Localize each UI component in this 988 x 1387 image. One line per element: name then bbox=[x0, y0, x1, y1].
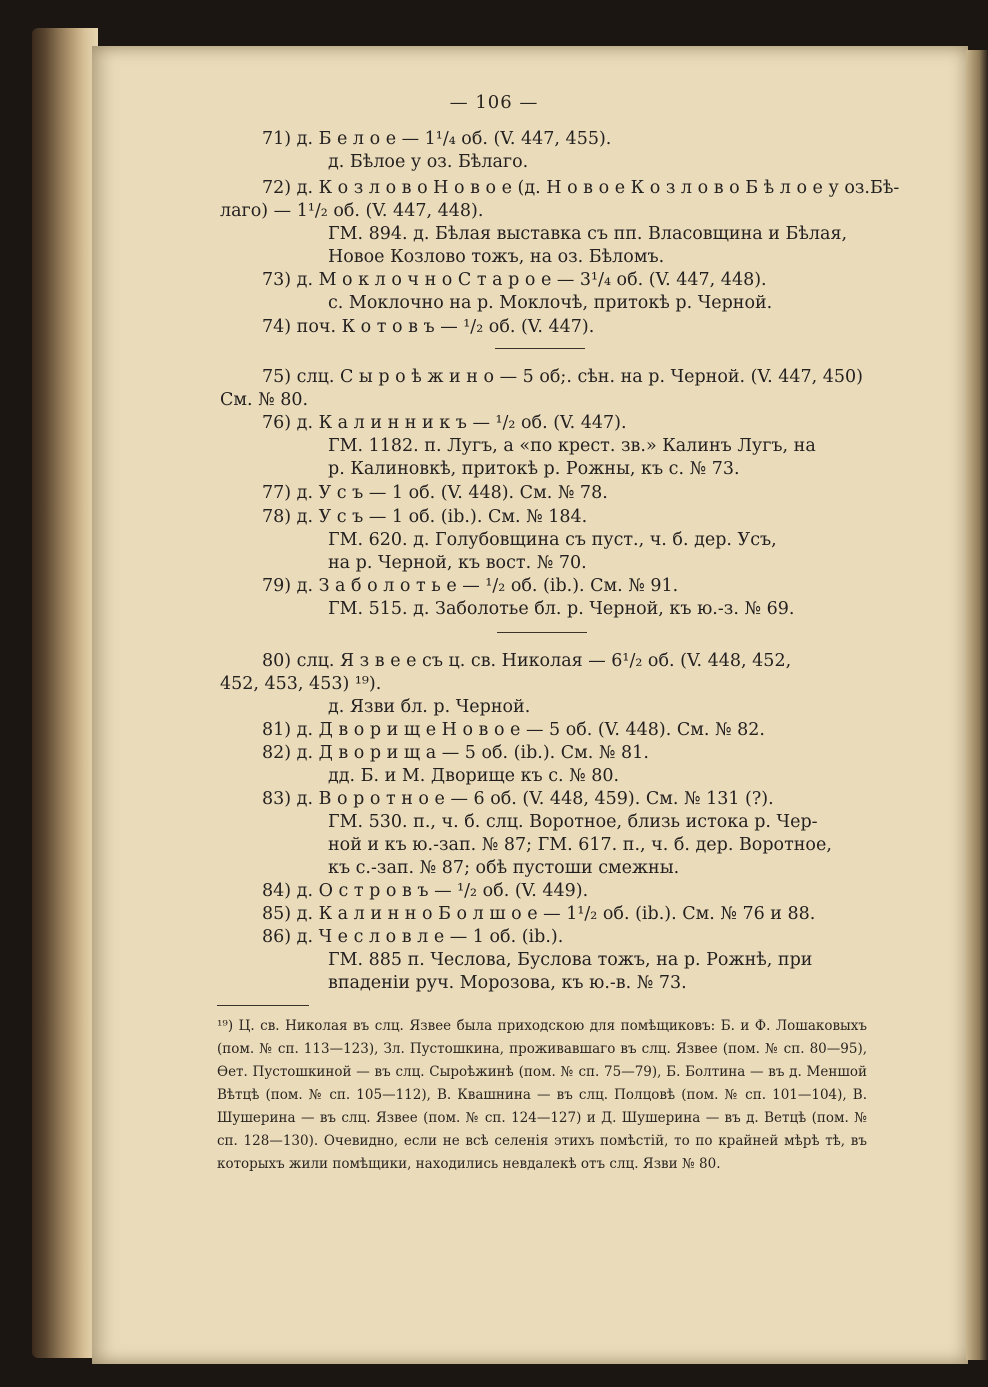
entry-76-note-2: р. Калиновкѣ, притокѣ р. Рожны, къ с. № 73. bbox=[328, 459, 740, 479]
entry-82: 82) д. Д в о р и щ а — 5 об. (ib.). См. № 81. bbox=[262, 743, 649, 763]
entry-72-note-1: ГМ. 894. д. Бѣлая выставка съ пп. Власовщина и Бѣлая, bbox=[328, 224, 848, 244]
entry-71-note: д. Бѣлое у оз. Бѣлаго. bbox=[328, 152, 529, 172]
entry-number: 83) bbox=[262, 789, 297, 809]
entry-number: 84) bbox=[262, 881, 297, 901]
entry-78-note-1: ГМ. 620. д. Голубовщина съ пуст., ч. б. дер. Усъ, bbox=[328, 530, 777, 550]
entry-number: 78) bbox=[262, 507, 297, 527]
entry-73-note: с. Моклочно на р. Моклочѣ, притокѣ р. Черной. bbox=[328, 293, 773, 313]
page-number: — 106 — bbox=[449, 92, 539, 113]
entry-85: 85) д. К а л и н н о Б о л ш о е — 1¹/₂ об. (ib.). См. № 76 и 88. bbox=[262, 904, 816, 924]
entry-number: 85) bbox=[262, 904, 297, 924]
entry-number: 82) bbox=[262, 743, 297, 763]
next-page-edge bbox=[966, 50, 988, 1360]
entry-72: 72) д. К о з л о в о Н о в о е (д. Н о в о е К о з л о в о Б ѣ л о е у оз.Бѣ- bbox=[262, 178, 900, 198]
entry-78-note-2: на р. Черной, къ вост. № 70. bbox=[328, 553, 587, 573]
entry-76-note-1: ГМ. 1182. п. Лугъ, а «по крест. зв.» Калинъ Лугъ, на bbox=[328, 436, 816, 456]
entry-86: 86) д. Ч е с л о в л е — 1 об. (ib.). bbox=[262, 927, 564, 947]
entry-83-note-3: къ с.-зап. № 87; обѣ пустоши смежны. bbox=[328, 858, 680, 878]
entry-number: 71) bbox=[262, 129, 297, 149]
entry-number: 86) bbox=[262, 927, 297, 947]
entry-79-note: ГМ. 515. д. Заболотье бл. р. Черной, къ ю.-з. № 69. bbox=[328, 599, 795, 619]
entry-number: 76) bbox=[262, 413, 297, 433]
entry-number: 81) bbox=[262, 720, 297, 740]
entry-79: 79) д. З а б о л о т ь е — ¹/₂ об. (ib.). См. № 91. bbox=[262, 576, 679, 596]
entry-number: 73) bbox=[262, 270, 297, 290]
entry-83-note-2: ной и къ ю.-зап. № 87; ГМ. 617. п., ч. б. дер. Воротное, bbox=[328, 835, 832, 855]
entry-80: 80) слц. Я з в е е съ ц. св. Николая — 6¹/₂ об. (V. 448, 452, bbox=[262, 651, 792, 671]
book-edge bbox=[32, 28, 98, 1358]
entry-number: 75) bbox=[262, 367, 297, 387]
entry-number: 72) bbox=[262, 178, 297, 198]
entry-71: 71) д. Б е л о е — 1¹/₄ об. (V. 447, 455). bbox=[262, 129, 612, 149]
entry-86-note-2: впаденіи руч. Морозова, къ ю.-в. № 73. bbox=[328, 973, 687, 993]
entry-81: 81) д. Д в о р и щ е Н о в о е — 5 об. (V. 448). См. № 82. bbox=[262, 720, 765, 740]
entry-80-cont: 452, 453, 453) ¹⁹). bbox=[220, 674, 382, 694]
entry-73: 73) д. М о к л о ч н о С т а р о е — 3¹/₄ об. (V. 447, 448). bbox=[262, 270, 767, 290]
entry-83-note-1: ГМ. 530. п., ч. б. слц. Воротное, близь истока р. Чер- bbox=[328, 812, 818, 832]
section-divider bbox=[495, 348, 585, 349]
section-divider bbox=[497, 632, 587, 633]
entry-number: 74) bbox=[262, 317, 297, 337]
entry-83: 83) д. В о р о т н о е — 6 об. (V. 448, 459). См. № 131 (?). bbox=[262, 789, 774, 809]
entry-75-cont: См. № 80. bbox=[220, 390, 309, 410]
entry-72-note-2: Новое Козлово тожъ, на оз. Бѣломъ. bbox=[328, 247, 665, 267]
footnote-19: ¹⁹) Ц. св. Николая въ слц. Язвее была приходскою для помѣщиковъ: Б. и Ф. Лошаковыхъ (пом. № сп. 113—123), Зл. Пустошкина, проживавшаго въ слц. Язвее (пом. № сп. 80—95), Ѳет. Пустошкиной — въ слц. Сыроѣжинѣ (пом. № сп. 75—79), Б. Болтина — въ д. Меншой Вѣтцѣ (пом. № сп. 105—112), В. Квашнина — въ слц. Полцовѣ (пом. № сп. 101—104), В. Шушерина — въ слц. Язвее (пом. № сп. 124—127) и Д. Шушерина — въ д. Ветцѣ (пом. № сп. 128—130). Очевидно, если не всѣ селенія этихъ помѣстій, то по крайней мѣрѣ тѣ, въ которыхъ жили помѣщики, находились невдалекѣ отъ слц. Язви № 80. bbox=[217, 1018, 867, 1172]
entry-72-cont: лаго) — 1¹/₂ об. (V. 447, 448). bbox=[220, 201, 484, 221]
footnote-separator bbox=[217, 1005, 309, 1006]
entry-75: 75) слц. С ы р о ѣ ж и н о — 5 об;. сѣн. на р. Черной. (V. 447, 450) bbox=[262, 367, 863, 387]
entry-78: 78) д. У с ъ — 1 об. (ib.). См. № 184. bbox=[262, 507, 588, 527]
entry-number: 77) bbox=[262, 483, 297, 503]
entry-number: 79) bbox=[262, 576, 297, 596]
entry-86-note-1: ГМ. 885 п. Чеслова, Буслова тожъ, на р. Рожнѣ, при bbox=[328, 950, 813, 970]
entry-84: 84) д. О с т р о в ъ — ¹/₂ об. (V. 449). bbox=[262, 881, 589, 901]
entry-76: 76) д. К а л и н н и к ъ — ¹/₂ об. (V. 447). bbox=[262, 413, 627, 433]
entry-77: 77) д. У с ъ — 1 об. (V. 448). См. № 78. bbox=[262, 483, 608, 503]
entry-80-note: д. Язви бл. р. Черной. bbox=[328, 697, 531, 717]
entry-82-note: дд. Б. и М. Дворище къ с. № 80. bbox=[328, 766, 620, 786]
entry-74: 74) поч. К о т о в ъ — ¹/₂ об. (V. 447). bbox=[262, 317, 595, 337]
entry-number: 80) bbox=[262, 651, 297, 671]
